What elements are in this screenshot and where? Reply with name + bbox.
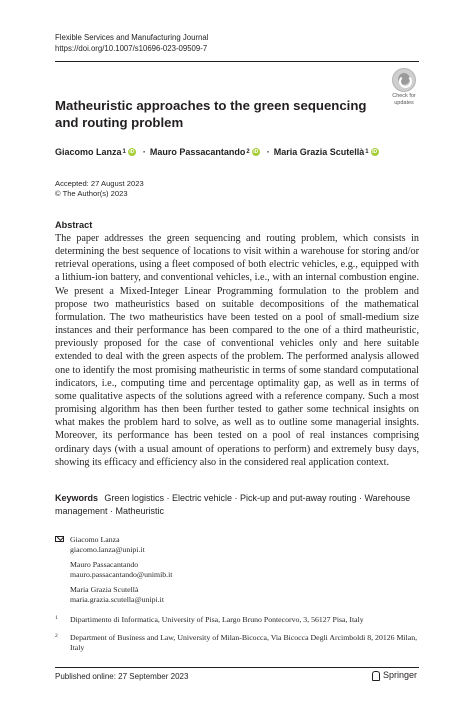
affiliations-list — [55, 615, 419, 661]
author-separator: · — [142, 147, 146, 157]
affiliation-text: Department of Business and Law, University of Milan-Bicocca, Via Bicocca Degli Arcimboldi 8, 20126 Milan, Italy — [70, 633, 418, 652]
author-separator: · — [266, 147, 270, 157]
keywords-label: Keywords — [55, 493, 99, 503]
contact-entry — [70, 560, 172, 580]
paper-title: Matheuristic approaches to the green sequencing and routing problem — [55, 98, 367, 130]
accepted-date: Accepted: 27 August 2023 — [55, 179, 144, 188]
author-affiliation-mark: 1 — [122, 149, 126, 155]
copyright-line: © The Author(s) 2023 — [55, 189, 128, 198]
abstract-text: The paper addresses the green sequencing and routing problem, which consists in determining the best sequence of locations to visit within a warehouse for storing and/or retrieval operations, using a fleet composed of both electric vehicles, e.g., equipped with a lithium-ion battery, and conventional vehicles, i.e., with an internal combustion engine. We present a Mixed-Integer Linear Programming formulation to the problem and propose two matheuristics based on suitable decompositions of the mathematical formulation. The two matheuristics have been tested on a pool of small-medium size instances and their performance has been compared to the one of a third matheuristic, previously proposed for the case of conventional vehicles only and here suitable extended to deal with the green aspects of the problem. The performed analysis allowed one to identify the most promising matheuristic in terms of some standard computational indicators, i.e., computing time and percentage optimality gap, as well as in terms of some qualitative aspects of the solutions agreed with a reference company. Such a most promising algorithm has then been further tested to gather some technical insights on what makes the problem hard to solve, as well as to outline some managerial insights. Moreover, its performance has been tested on a pool of real instances comprising ordinary days (with a usual amount of operations to perform) and extremely busy days, showing its efficacy and efficiency also in the considered real application context. — [55, 233, 419, 468]
publisher-logo — [370, 670, 417, 680]
check-for-updates-icon — [392, 68, 416, 92]
springer-horse-icon — [370, 670, 380, 680]
affiliation-number: 1 — [55, 615, 58, 621]
affiliation-item — [55, 633, 419, 653]
affiliation-item — [55, 615, 419, 625]
contact-name: Mauro Passacantando — [70, 560, 139, 569]
journal-header — [55, 33, 208, 54]
author-name[interactable]: Mauro Passacantando — [149, 147, 246, 157]
author-name[interactable]: Giacomo Lanza — [55, 147, 122, 157]
mail-icon — [55, 536, 64, 542]
footer-rule — [55, 667, 419, 668]
orcid-icon[interactable]: iD — [372, 149, 378, 155]
check-for-updates-label-1: Check for — [392, 93, 416, 99]
contact-email-link[interactable]: mauro.passacantando@unimib.it — [70, 570, 173, 579]
contact-email-link[interactable]: giacomo.lanza@unipi.it — [70, 545, 145, 554]
abstract-heading: Abstract — [55, 220, 93, 230]
keywords-line — [55, 492, 419, 518]
contact-email-link[interactable]: maria.grazia.scutella@unipi.it — [70, 595, 164, 604]
orcid-icon[interactable]: iD — [253, 149, 259, 155]
publisher-name: Springer — [383, 670, 418, 680]
check-for-updates-badge[interactable] — [386, 68, 422, 106]
article-doi-link[interactable]: https://doi.org/10.1007/s10696-023-09509-7 — [55, 43, 208, 53]
author-list — [55, 147, 382, 157]
affiliation-text: Dipartimento di Informatica, University of Pisa, Largo Bruno Pontecorvo, 3, 56127 Pisa, Italy — [70, 615, 364, 624]
keywords-text: Green logistics · Electric vehicle · Pick-up and put-away routing · Warehouse management · Matheuristic — [55, 493, 411, 516]
orcid-icon[interactable]: iD — [129, 149, 135, 155]
contact-entry — [70, 535, 172, 555]
check-for-updates-label-2: updates — [394, 100, 414, 106]
author-affiliation-mark: 2 — [246, 149, 250, 155]
contact-name: Maria Grazia Scutellà — [70, 585, 139, 594]
header-rule — [55, 61, 419, 62]
contact-entry — [70, 585, 172, 605]
journal-name: Flexible Services and Manufacturing Journal — [55, 33, 209, 42]
author-name[interactable]: Maria Grazia Scutellà — [273, 147, 365, 157]
contact-block — [55, 535, 172, 610]
author-affiliation-mark: 1 — [365, 149, 369, 155]
contact-name: Giacomo Lanza — [70, 535, 120, 544]
article-dates — [55, 179, 144, 199]
affiliation-number: 2 — [55, 633, 58, 639]
published-online-date: Published online: 27 September 2023 — [55, 672, 189, 681]
